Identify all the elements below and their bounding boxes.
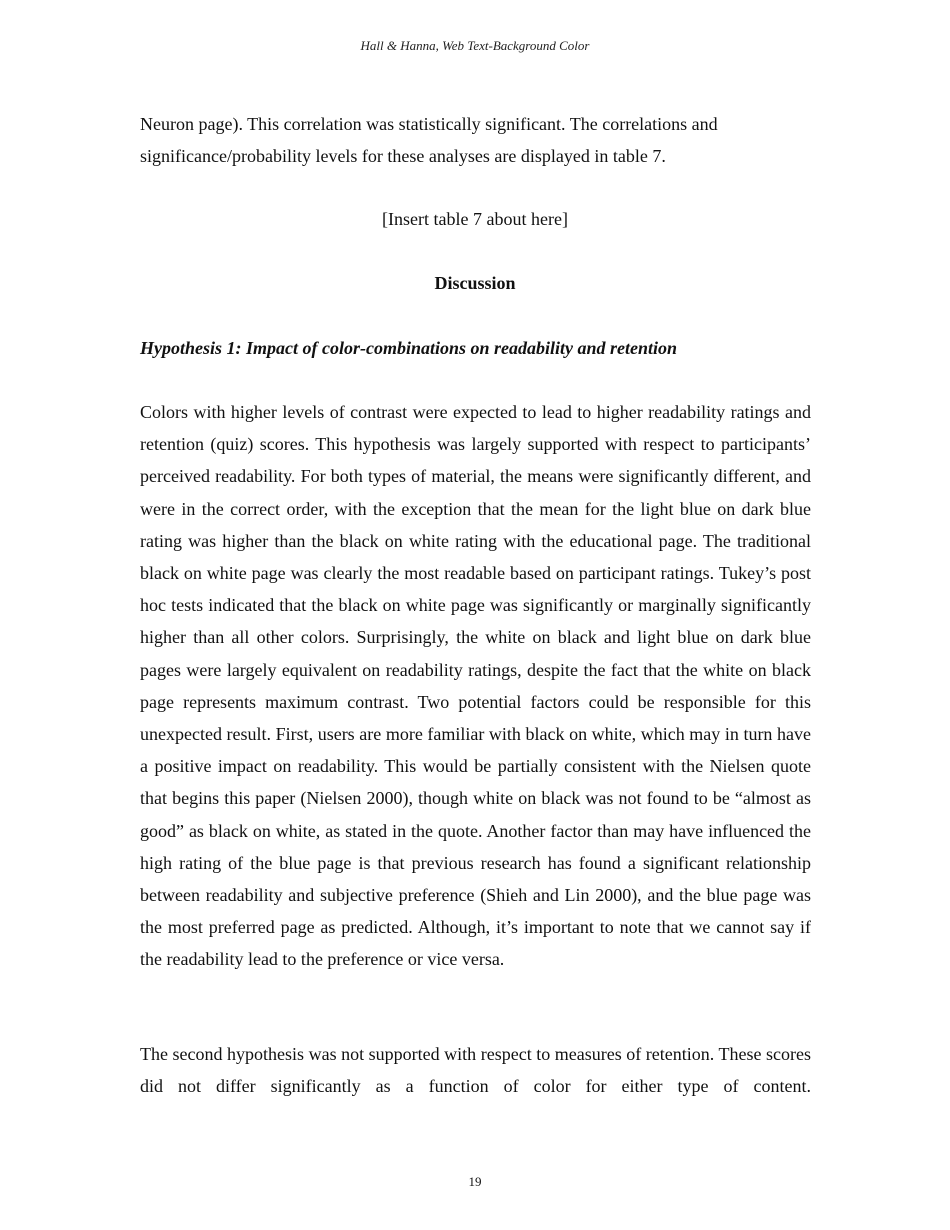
subsection-heading: Hypothesis 1: Impact of color-combinations on readability and retention	[140, 338, 678, 358]
body-paragraph-1: Colors with higher levels of contrast were expected to lead to higher readability ratings and retention (quiz) scores. This hypothesis was largely supported with respect to participants’ perceived readability. For both types of material, the means were significantly different, and were in the correct order, with the exception that the mean for the light blue on dark blue rating was higher than the black on white rating with the educational page. The traditional black on white page was clearly the most readable based on participant ratings. Tukey’s post hoc tests indicated that the black on white page was significantly or marginally significantly higher than all other colors. Surprisingly, the white on black and light blue on dark blue pages were largely equivalent on readability ratings, despite the fact that the white on black page represents maximum contrast. Two potential factors could be responsible for this unexpected result. First, users are more familiar with black on white, which may in turn have a positive impact on readability. This would be partially consistent with the Nielsen quote that begins this paper (Nielsen 2000), though white on black was not found to be “almost as good” as black on white, as stated in the quote. Another factor than may have influenced the high rating of the blue page is that previous research has found a significant relationship between readability and subjective preference (Shieh and Lin 2000), and the blue page was the most preferred page as predicted. Although, it’s important to note that we cannot say if the readability lead to the preference or vice versa.	[140, 402, 811, 970]
table-placeholder: [Insert table 7 about here]	[382, 209, 568, 229]
running-head: Hall & Hanna, Web Text-Background Color	[360, 38, 590, 53]
page-number: 19	[468, 1174, 482, 1189]
body-paragraph-2: The second hypothesis was not supported with respect to measures of retention. These scores did not differ significantly as a function of color for either type of content.	[140, 1044, 811, 1097]
intro-paragraph: Neuron page). This correlation was statistically significant. The correlations and significance/probability levels for these analyses are displayed in table 7.	[140, 114, 718, 167]
section-heading: Discussion	[434, 273, 516, 293]
